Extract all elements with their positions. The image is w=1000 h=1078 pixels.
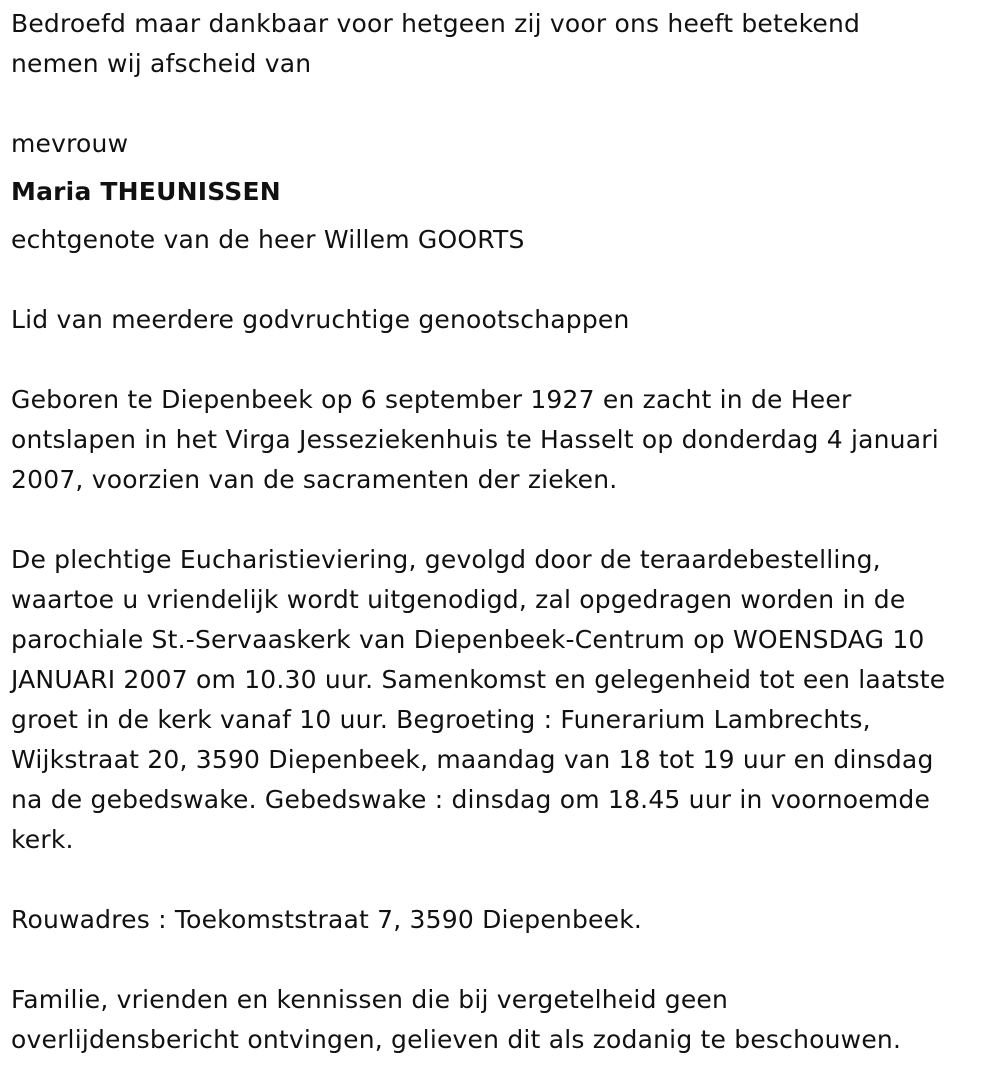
birth-death-line-1: Geboren te Diepenbeek op 6 september 1927 en zacht in de Heer [11,385,852,414]
spouse-line: echtgenote van de heer Willem GOORTS [11,225,525,254]
spacer [11,500,991,540]
ceremony-line-1: De plechtige Eucharistieviering, gevolgd door de teraardebestelling, [11,545,881,574]
ceremony-line-2: waartoe u vriendelijk wordt uitgenodigd, zal opgedragen worden in de [11,585,906,614]
deceased-name: Maria THEUNISSEN [11,177,281,206]
intro-line-1: Bedroefd maar dankbaar voor hetgeen zij voor ons heeft betekend [11,9,861,38]
closing-line-1: Familie, vrienden en kennissen die bij vergetelheid geen [11,985,729,1014]
closing-line-2: overlijdensbericht ontvingen, gelieven dit als zodanig te beschouwen. [11,1025,902,1054]
ceremony-line-3: parochiale St.-Servaaskerk van Diepenbeek-Centrum op WOENSDAG 10 [11,625,925,654]
ceremony-line-5: groet in de kerk vanaf 10 uur. Begroeting : Funerarium Lambrechts, [11,705,871,734]
ceremony-line-6: Wijkstraat 20, 3590 Diepenbeek, maandag van 18 tot 19 uur en dinsdag [11,745,934,774]
intro-line-2: nemen wij afscheid van [11,49,312,78]
ceremony-line-8: kerk. [11,825,74,854]
ceremony-line-7: na de gebedswake. Gebedswake : dinsdag om 18.45 uur in voornoemde [11,785,931,814]
membership-line: Lid van meerdere godvruchtige genootschappen [11,305,630,334]
spacer [11,340,991,380]
spacer [11,940,991,980]
deceased-title: mevrouw [11,129,129,158]
birth-death-line-3: 2007, voorzien van de sacramenten der zieken. [11,465,618,494]
spacer [11,84,991,124]
ceremony-line-4: JANUARI 2007 om 10.30 uur. Samenkomst en gelegenheid tot een laatste [11,665,946,694]
spacer [11,860,991,900]
death-notice [11,4,991,1060]
birth-death-line-2: ontslapen in het Virga Jesseziekenhuis te Hasselt op donderdag 4 januari [11,425,939,454]
spacer [11,260,991,300]
mourning-address: Rouwadres : Toekomststraat 7, 3590 Diepenbeek. [11,905,643,934]
